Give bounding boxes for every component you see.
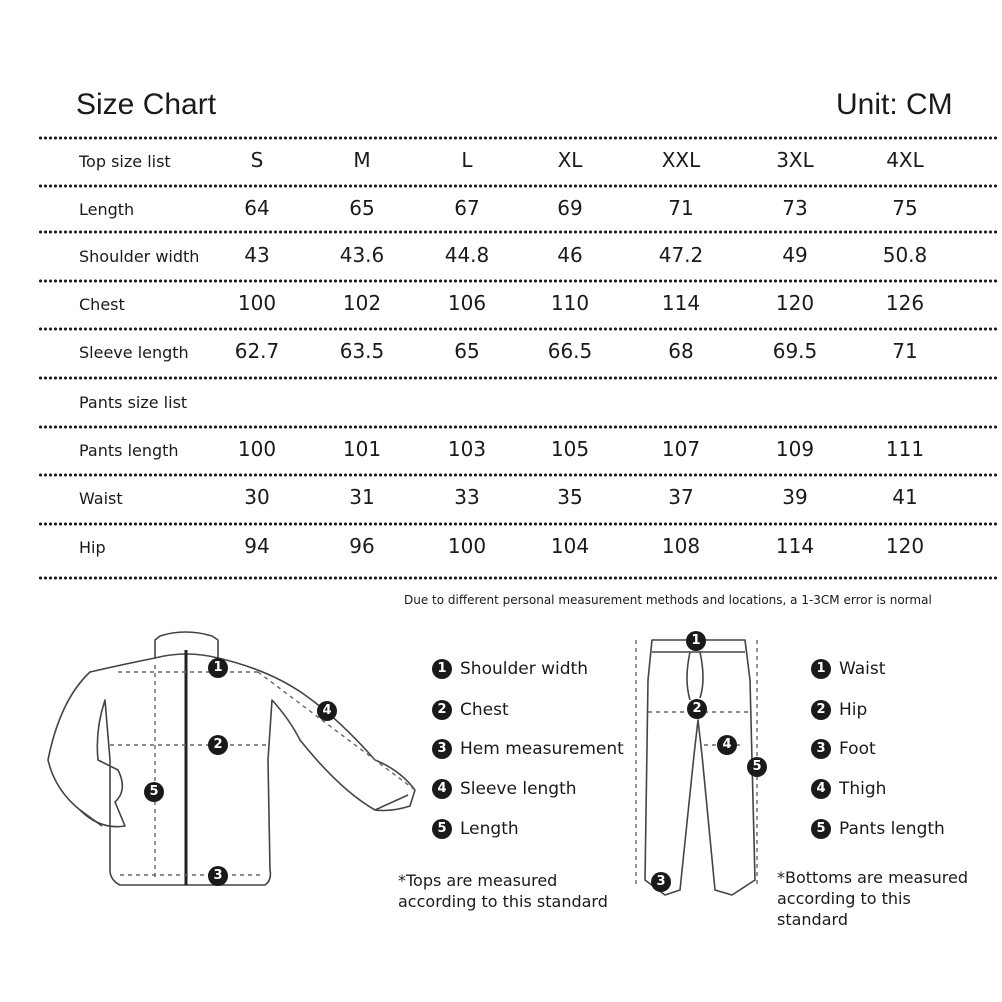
table-cell: 104: [550, 534, 590, 558]
table-cell: 120: [775, 291, 815, 315]
table-cell: 31: [349, 485, 375, 509]
table-cell: 3XL: [776, 148, 814, 172]
dotted-divider: [38, 376, 998, 380]
dotted-divider: [38, 230, 998, 234]
bottoms-standard-line: according to this: [777, 889, 911, 908]
measurement-marker: 1: [208, 658, 228, 678]
tops-standard-line: according to this standard: [398, 892, 608, 911]
legend-number-icon: 1: [432, 659, 452, 679]
measurement-marker: 3: [651, 872, 671, 892]
legend-item: [432, 700, 509, 722]
legend-item: [811, 659, 885, 681]
table-cell: 96: [349, 534, 375, 558]
row-label: Length: [79, 200, 135, 219]
legend-item: [432, 819, 519, 841]
table-cell: 44.8: [444, 243, 490, 267]
table-cell: 69: [557, 196, 583, 220]
legend-item: [811, 700, 867, 722]
table-cell: 108: [661, 534, 701, 558]
measurement-marker: 4: [317, 701, 337, 721]
bottoms-standard-line: standard: [777, 910, 848, 929]
legend-number-icon: 4: [432, 779, 452, 799]
table-cell: 103: [447, 437, 487, 461]
table-cell: 105: [550, 437, 590, 461]
table-cell: 68: [668, 339, 694, 363]
table-cell: M: [353, 148, 371, 172]
row-label: Pants size list: [79, 393, 188, 412]
legend-number-icon: 4: [811, 779, 831, 799]
dotted-divider: [38, 576, 998, 580]
tops-standard-note: [398, 870, 608, 912]
dotted-divider: [38, 327, 998, 331]
bottoms-standard-line: *Bottoms are measured: [777, 868, 969, 887]
table-row: [0, 148, 1002, 178]
legend-number-icon: 5: [811, 819, 831, 839]
table-cell: XL: [557, 148, 583, 172]
legend-text: Sleeve length: [460, 779, 577, 799]
table-row: [0, 534, 1002, 564]
table-cell: 46: [557, 243, 583, 267]
legend-number-icon: 3: [811, 739, 831, 759]
table-cell: 65: [454, 339, 480, 363]
legend-text: Hip: [839, 700, 868, 720]
table-row: [0, 389, 1002, 419]
legend-text: Chest: [460, 700, 509, 720]
table-row: [0, 437, 1002, 467]
table-cell: S: [250, 148, 264, 172]
table-cell: 35: [557, 485, 583, 509]
table-cell: 120: [885, 534, 925, 558]
table-cell: 73: [782, 196, 808, 220]
table-cell: 33: [454, 485, 480, 509]
table-row: [0, 339, 1002, 369]
table-cell: XXL: [661, 148, 701, 172]
table-row: [0, 291, 1002, 321]
table-cell: 100: [237, 437, 277, 461]
unit-label: Unit: CM: [836, 88, 953, 121]
table-cell: 64: [244, 196, 270, 220]
legend-text: Hem measurement: [460, 739, 624, 759]
tops-standard-line: *Tops are measured: [398, 871, 558, 890]
dotted-divider: [38, 184, 998, 188]
measurement-marker: 1: [686, 631, 706, 651]
table-cell: 43: [244, 243, 270, 267]
page-title: Size Chart: [76, 88, 217, 121]
table-cell: 126: [885, 291, 925, 315]
table-cell: 43.6: [339, 243, 385, 267]
legend-number-icon: 2: [432, 700, 452, 720]
legend-item: [811, 779, 886, 801]
dotted-divider: [38, 425, 998, 429]
table-cell: 106: [447, 291, 487, 315]
dotted-divider: [38, 522, 998, 526]
table-cell: 50.8: [882, 243, 928, 267]
table-cell: 94: [244, 534, 270, 558]
legend-text: Foot: [839, 739, 876, 759]
table-cell: 4XL: [886, 148, 924, 172]
row-label: Sleeve length: [79, 343, 189, 362]
legend-text: Waist: [839, 659, 886, 679]
table-cell: 114: [775, 534, 815, 558]
table-cell: 65: [349, 196, 375, 220]
table-cell: 100: [237, 291, 277, 315]
table-row: [0, 243, 1002, 273]
table-cell: 110: [550, 291, 590, 315]
row-label: Waist: [79, 489, 123, 508]
dotted-divider: [38, 473, 998, 477]
table-cell: L: [461, 148, 473, 172]
legend-text: Shoulder width: [460, 659, 588, 679]
table-cell: 49: [782, 243, 808, 267]
bottoms-standard-note: [777, 867, 968, 930]
row-label: Top size list: [79, 152, 171, 171]
table-cell: 67: [454, 196, 480, 220]
table-cell: 102: [342, 291, 382, 315]
legend-item: [432, 739, 624, 761]
table-cell: 75: [892, 196, 918, 220]
table-cell: 62.7: [234, 339, 280, 363]
row-label: Hip: [79, 538, 106, 557]
measurement-marker: 2: [687, 699, 707, 719]
row-label: Pants length: [79, 441, 179, 460]
measurement-note: Due to different personal measurement methods and locations, a 1-3CM error is normal: [404, 593, 932, 607]
table-cell: 71: [892, 339, 918, 363]
row-label: Chest: [79, 295, 125, 314]
measurement-marker: 2: [208, 735, 228, 755]
measurement-marker: 4: [717, 735, 737, 755]
table-row: [0, 485, 1002, 515]
table-cell: 71: [668, 196, 694, 220]
table-cell: 39: [782, 485, 808, 509]
dotted-divider: [38, 136, 998, 140]
table-cell: 30: [244, 485, 270, 509]
table-cell: 37: [668, 485, 694, 509]
table-cell: 41: [892, 485, 918, 509]
table-cell: 66.5: [547, 339, 593, 363]
legend-number-icon: 3: [432, 739, 452, 759]
legend-text: Length: [460, 819, 519, 839]
legend-item: [432, 659, 588, 681]
legend-item: [811, 819, 945, 841]
measurement-marker: 5: [747, 757, 767, 777]
table-cell: 100: [447, 534, 487, 558]
legend-text: Pants length: [839, 819, 945, 839]
legend-number-icon: 5: [432, 819, 452, 839]
measurement-marker: 3: [208, 866, 228, 886]
table-cell: 101: [342, 437, 382, 461]
dotted-divider: [38, 279, 998, 283]
legend-number-icon: 1: [811, 659, 831, 679]
table-cell: 63.5: [339, 339, 385, 363]
table-cell: 109: [775, 437, 815, 461]
legend-item: [432, 779, 577, 801]
legend-item: [811, 739, 876, 761]
table-cell: 111: [885, 437, 925, 461]
legend-number-icon: 2: [811, 700, 831, 720]
table-cell: 107: [661, 437, 701, 461]
legend-text: Thigh: [839, 779, 887, 799]
measurement-marker: 5: [144, 782, 164, 802]
row-label: Shoulder width: [79, 247, 200, 266]
table-cell: 114: [661, 291, 701, 315]
table-cell: 47.2: [658, 243, 704, 267]
table-cell: 69.5: [772, 339, 818, 363]
table-row: [0, 196, 1002, 226]
